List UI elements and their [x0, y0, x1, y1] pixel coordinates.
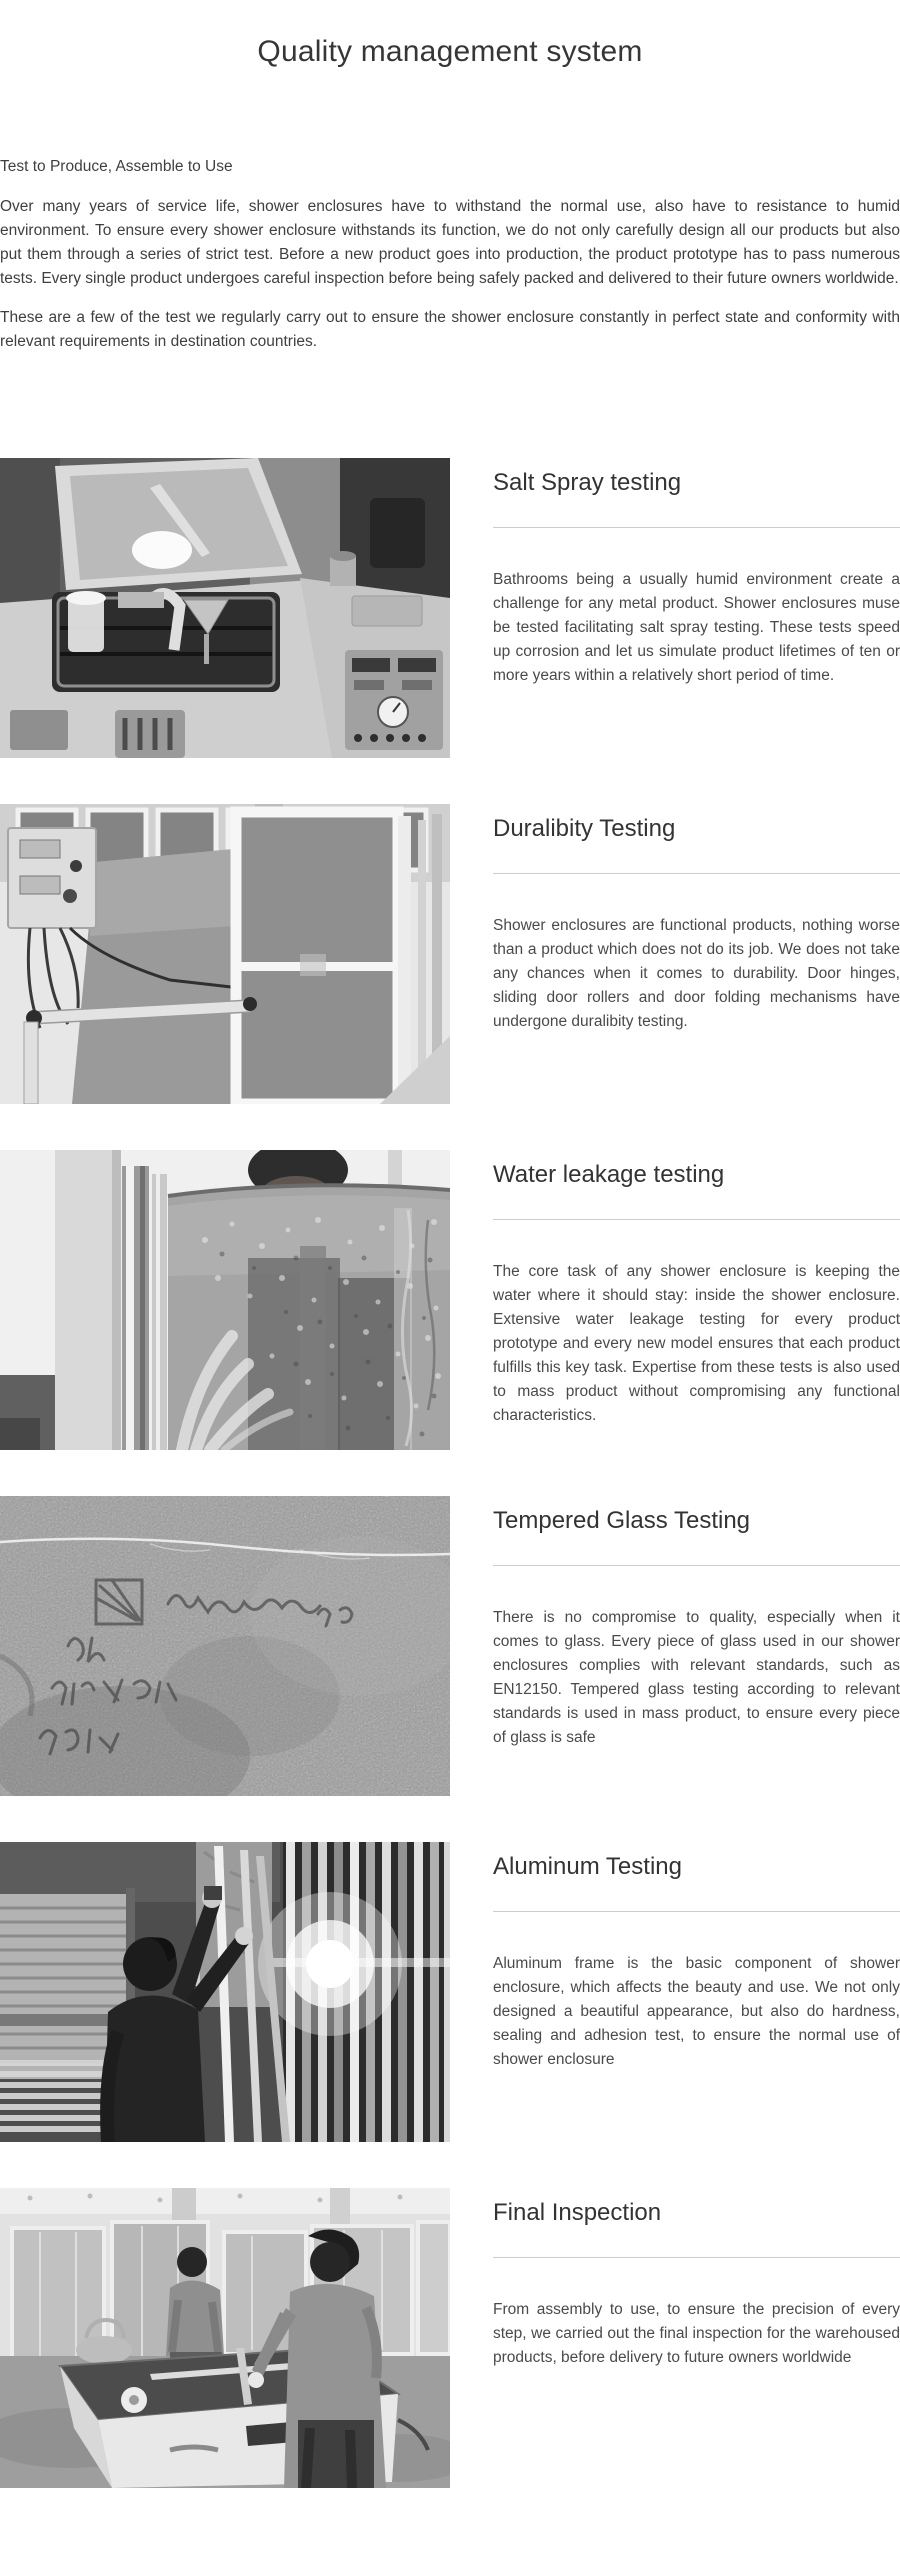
section-content — [493, 1150, 900, 1450]
section-tempered-glass — [0, 1496, 900, 1796]
section-divider — [493, 1219, 900, 1220]
section-water-leakage — [0, 1150, 900, 1450]
section-salt-spray — [0, 458, 900, 758]
intro-paragraph-1: Over many years of service life, shower enclosures have to withstand the normal use, also have to resistance to humid environment. To ensure every shower enclosure withstands its function, we do not only carefully design all our products but also put them through a series of strict test. Before a new product goes into production, the product prototype has to pass numerous tests. Every single product undergoes careful inspection before being safely packed and delivered to their future owners worldwide. — [0, 198, 900, 287]
section-heading: Final Inspection — [493, 2199, 662, 2226]
section-content — [493, 1496, 900, 1796]
section-final-inspection — [0, 2188, 900, 2488]
page-title: Quality management system — [257, 35, 643, 68]
section-heading: Aluminum Testing — [493, 1853, 682, 1880]
aluminum-profile-inspection-photo — [0, 1842, 450, 2142]
section-divider — [493, 2257, 900, 2258]
section-heading: Duralibity Testing — [493, 815, 676, 842]
section-divider — [493, 1911, 900, 1912]
section-content — [493, 2188, 900, 2488]
intro-block — [0, 155, 900, 354]
section-content — [493, 804, 900, 1104]
section-body: Bathrooms being a usually humid environment create a challenge for any metal product. Shower enclosures muse be tested facilitating salt spray testing. These tests speed up corrosion and let us simulate product lifetimes of ten or more years within a relatively short period of time. — [493, 571, 900, 684]
tempered-glass-fragments-photo — [0, 1496, 450, 1796]
section-body: There is no compromise to quality, especially when it comes to glass. Every piece of glass used in our shower enclosures complies with relevant standards, such as EN12150. Tempered glass testing according to relevant standards is used in mass product, to ensure every piece of glass is safe — [493, 1609, 900, 1746]
section-body: Shower enclosures are functional products, nothing worse than a product which does not do its job. We does not take any chances when it comes to durability. Door hinges, sliding door rollers and door folding mechanisms have undergone duralibity testing. — [493, 917, 900, 1030]
final-inspection-workshop-photo — [0, 2188, 450, 2488]
section-body: The core task of any shower enclosure is keeping the water where it should stay: inside the shower enclosure. Extensive water leakage testing for every product prototype and every new model ensures that each product fulfills this key task. Expertise from these tests is also used to mass product without compromising any functional characteristics. — [493, 1263, 900, 1424]
section-content — [493, 1842, 900, 2142]
tagline: Test to Produce, Assemble to Use — [0, 158, 233, 175]
durability-test-rig-photo — [0, 804, 450, 1104]
intro-paragraph-2: These are a few of the test we regularly carry out to ensure the shower enclosure constantly in perfect state and conformity with relevant requirements in destination countries. — [0, 309, 900, 350]
section-durability — [0, 804, 900, 1104]
section-heading: Tempered Glass Testing — [493, 1507, 751, 1534]
section-aluminum — [0, 1842, 900, 2142]
section-divider — [493, 1565, 900, 1566]
section-heading: Salt Spray testing — [493, 469, 682, 496]
section-divider — [493, 873, 900, 874]
section-heading: Water leakage testing — [493, 1161, 725, 1188]
section-body: From assembly to use, to ensure the precision of every step, we carried out the final inspection for the warehoused products, before delivery to future owners worldwide — [493, 2301, 900, 2366]
test-sections — [0, 458, 900, 2488]
section-content — [493, 458, 900, 758]
section-body: Aluminum frame is the basic component of shower enclosure, which affects the beauty and use. We not only designed a beautiful appearance, but also do hardness, sealing and adhesion test, to ensure the normal use of shower enclosure — [493, 1955, 900, 2068]
water-leakage-test-photo — [0, 1150, 450, 1450]
salt-spray-test-machine-photo — [0, 458, 450, 758]
section-divider — [493, 527, 900, 528]
